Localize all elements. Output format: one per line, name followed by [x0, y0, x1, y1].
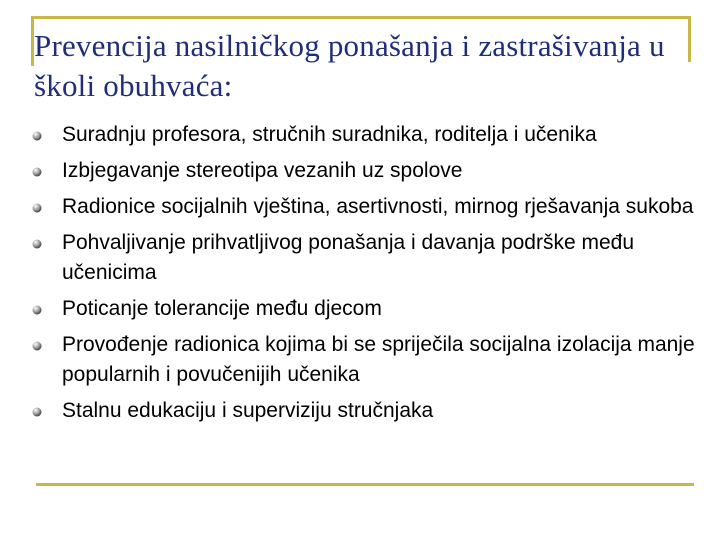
- bullet-item: [30, 228, 710, 288]
- bullet-item: [30, 294, 710, 324]
- bullet-list: [30, 120, 710, 432]
- bullet-text: Pohvaljivanje prihvatljivog ponašanja i davanja podrške među učenicima: [62, 231, 635, 284]
- bullet-item: [30, 192, 710, 222]
- bullet-text: Poticanje tolerancije među djecom: [62, 297, 382, 320]
- sphere-bullet-icon: [32, 239, 42, 249]
- bullet-item: [30, 396, 710, 426]
- sphere-bullet-icon: [32, 131, 42, 141]
- sphere-bullet-icon: [32, 203, 42, 213]
- frame-right-line: [688, 16, 691, 62]
- bullet-text: Provođenje radionica kojima bi se spriječila socijalna izolacija manje popularnih i povučenijih učenika: [62, 333, 695, 386]
- bullet-item: [30, 330, 710, 390]
- sphere-bullet-icon: [32, 305, 42, 315]
- frame-bottom-line: [36, 483, 694, 486]
- frame-top-line: [31, 16, 691, 19]
- sphere-bullet-icon: [32, 167, 42, 177]
- sphere-bullet-icon: [32, 341, 42, 351]
- sphere-bullet-icon: [32, 407, 42, 417]
- bullet-item: [30, 120, 710, 150]
- slide-title: Prevencija nasilničkog ponašanja i zastrašivanja u školi obuhvaća:: [34, 28, 665, 103]
- bullet-text: Stalnu edukaciju i superviziju stručnjaka: [62, 399, 434, 422]
- bullet-text: Suradnju profesora, stručnih suradnika, roditelja i učenika: [62, 123, 597, 146]
- bullet-item: [30, 156, 710, 186]
- bullet-text: Radionice socijalnih vještina, asertivnosti, mirnog rješavanja sukoba: [62, 195, 694, 218]
- bullet-text: Izbjegavanje stereotipa vezanih uz spolove: [62, 159, 463, 182]
